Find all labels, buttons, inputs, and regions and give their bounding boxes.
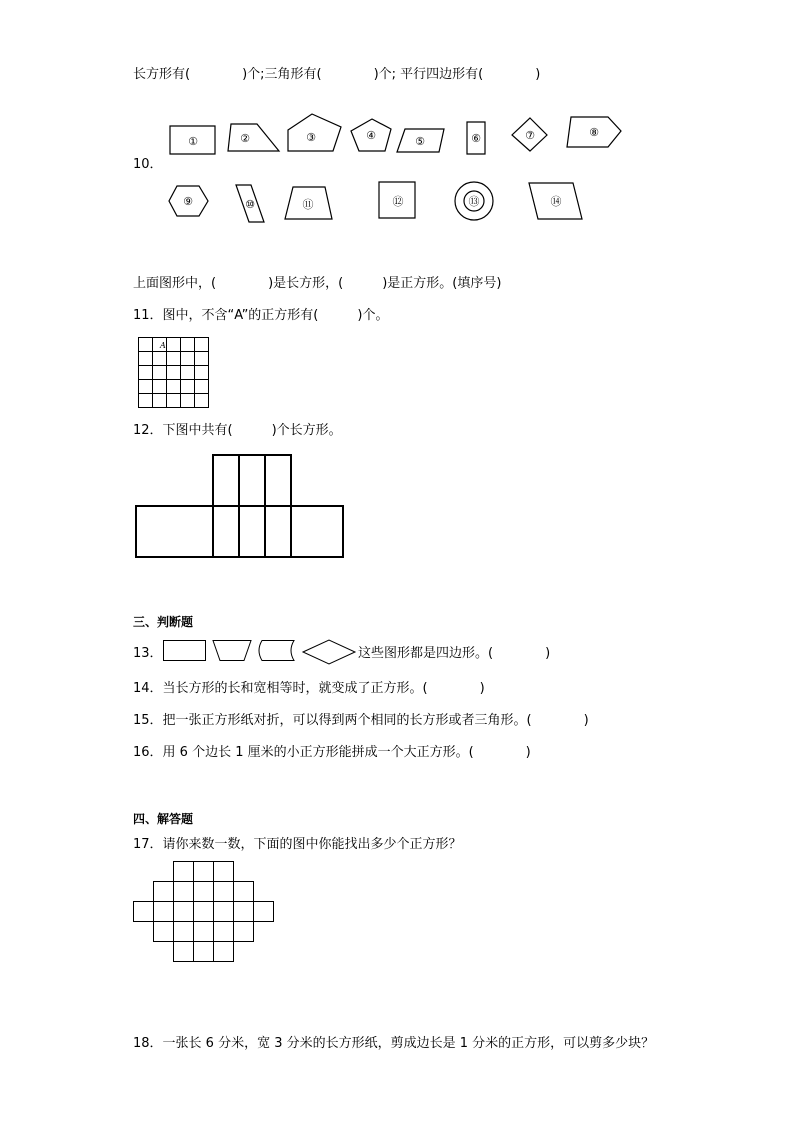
q17-question: 17．请你来数一数，下面的图中你能找出多少个正方形？ bbox=[133, 837, 462, 852]
shape-1-label: ① bbox=[188, 135, 198, 148]
shape-4-label: ④ bbox=[366, 129, 376, 142]
shape-13-label: ⑬ bbox=[468, 195, 480, 208]
q13-rectangle bbox=[164, 641, 206, 661]
shape-6-label: ⑥ bbox=[471, 132, 481, 145]
q13-rhombus bbox=[303, 640, 355, 664]
q11-question: 11．图中，不含“A”的正方形有( )个。 bbox=[133, 308, 389, 323]
shape-10-label: ⑩ bbox=[245, 198, 255, 211]
q13-shapes-figure bbox=[0, 636, 380, 670]
q13-number: 13． bbox=[133, 646, 163, 661]
shape-7-label: ⑦ bbox=[525, 129, 535, 142]
q12-question: 12．下图中共有( )个长方形。 bbox=[133, 423, 342, 438]
q11-grid-figure bbox=[138, 337, 210, 409]
shape-8-label: ⑧ bbox=[589, 126, 599, 139]
q13-trapezoid bbox=[213, 641, 251, 661]
q14-question: 14．当长方形的长和宽相等时，就变成了正方形。( ) bbox=[133, 681, 485, 696]
q13-question: 这些图形都是四边形。( ) bbox=[358, 646, 551, 661]
q15-question: 15．把一张正方形纸对折，可以得到两个相同的长方形或者三角形。( ) bbox=[133, 713, 589, 728]
shape-2-trapezoid bbox=[228, 124, 279, 151]
q10-number: 10． bbox=[133, 157, 163, 172]
shape-2-label: ② bbox=[240, 132, 250, 145]
section-4-title: 四、解答题 bbox=[133, 812, 194, 826]
shape-14-label: ⑭ bbox=[550, 195, 562, 208]
q10-shapes-figure bbox=[0, 0, 794, 260]
q16-question: 16．用 6 个边长 1 厘米的小正方形能拼成一个大正方形。( ) bbox=[133, 745, 531, 760]
q13-curved-shape bbox=[259, 641, 294, 661]
shape-9-label: ⑨ bbox=[183, 195, 193, 208]
shape-5-label: ⑤ bbox=[415, 135, 425, 148]
q9-blanks-line: 长方形有( )个;三角形有( )个; 平行四边形有( ) bbox=[133, 67, 541, 82]
q12-rectangles-figure bbox=[134, 454, 346, 562]
section-3-title: 三、判断题 bbox=[133, 615, 194, 629]
q10-question: 上面图形中，( )是长方形，( )是正方形。(填序号) bbox=[133, 276, 502, 291]
shape-12-label: ⑫ bbox=[392, 195, 404, 208]
shape-3-label: ③ bbox=[306, 131, 316, 144]
grid-letter-a: A bbox=[160, 341, 166, 350]
q17-cross-grid-figure bbox=[133, 860, 275, 964]
q18-question: 18．一张长 6 分米，宽 3 分米的长方形纸，剪成边长是 1 分米的正方形，可以剪多少块？ bbox=[133, 1036, 655, 1051]
shape-11-label: ⑪ bbox=[302, 198, 314, 211]
